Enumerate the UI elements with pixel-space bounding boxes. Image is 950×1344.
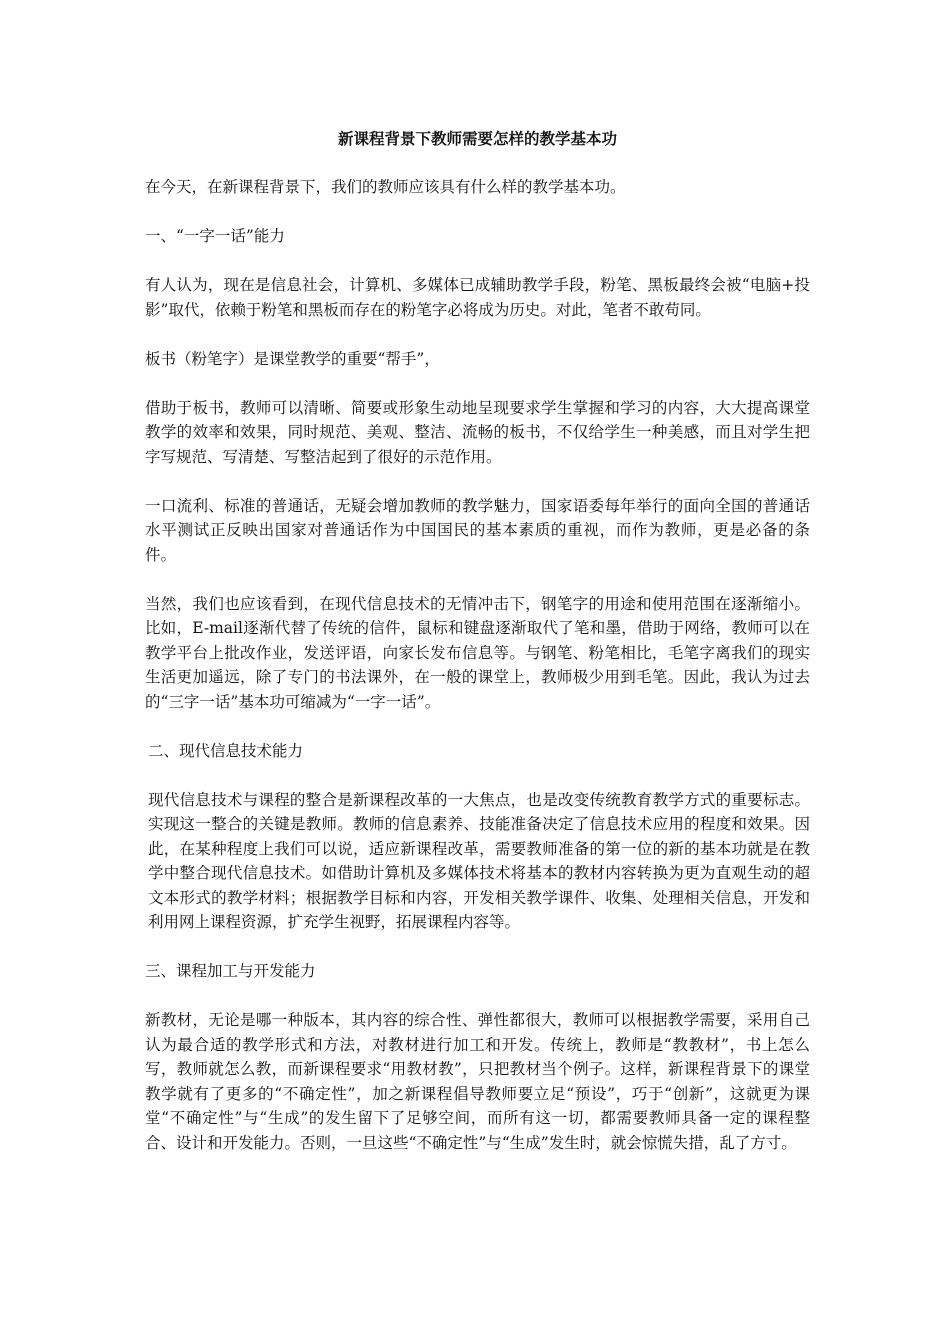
document-title: 新课程背景下教师需要怎样的教学基本功 [337, 129, 617, 148]
section3-heading: 三、课程加工与开发能力 [145, 962, 316, 980]
section1-heading: 一、“一字一话”能力 [145, 227, 285, 245]
section1-paragraph-1: 有人认为，现在是信息社会，计算机、多媒体已成辅助教学手段，粉笔、黑板最终会被“电脑+投影”取代，依赖于粉笔和黑板而存在的粉笔字必将成为历史。对此，笔者不敢苟同。 [145, 276, 810, 319]
section2-heading: 二、现代信息技术能力 [148, 741, 304, 760]
section1-paragraph-3: 借助于板书，教师可以清晰、简要或形象生动地呈现要求学生掌握和学习的内容，大大提高课堂教学的效率和效果，同时规范、美观、整洁、流畅的板书，不仅给学生一种美感，而且对学生把字写规范、写清楚、写整洁起到了很好的示范作用。 [145, 398, 810, 466]
section3-paragraph-1: 新教材，无论是哪一种版本，其内容的综合性、弹性都很大，教师可以根据教学需要，采用自己认为最合适的教学形式和方法，对教材进行加工和开发。传统上，教师是“教教材”，书上怎么写，教师就怎么教，而新课程要求“用教材教”，只把教材当个例子。这样，新课程背景下的课堂教学就有了更多的“不确定性”，加之新课程倡导教师要立足“预设”，巧于“创新”，这就更为课堂“不确定性”与“生成”的发生留下了足够空间，而所有这一切，都需要教师具备一定的课程整合、设计和开发能力。否则，一旦这些“不确定性”与“生成”发生时，就会惊慌失措，乱了方寸。 [145, 1011, 810, 1152]
section2-paragraph-1: 现代信息技术与课程的整合是新课程改革的一大焦点，也是改变传统教育教学方式的重要标志。实现这一整合的关键是教师。教师的信息素养、技能准备决定了信息技术应用的程度和效果。因此，在某种程度上我们可以说，适应新课程改革，需要教师准备的第一位的新的基本功就是在教学中整合现代信息技术。如借助计算机及多媒体技术将基本的教材内容转换为更为直观生动的超文本形式的教学材料；根据教学目标和内容，开发相关教学课件、收集、处理相关信息，开发和利用网上课程资源，扩充学生视野，拓展课程内容等。 [148, 790, 810, 931]
document-body [145, 127, 810, 1180]
section1-paragraph-4: 一口流利、标准的普通话，无疑会增加教师的教学魅力，国家语委每年举行的面向全国的普通话水平测试正反映出国家对普通话作为中国国民的基本素质的重视，而作为教师，更是必备的条件。 [145, 496, 810, 564]
section1-paragraph-5: 当然，我们也应该看到，在现代信息技术的无情冲击下，钢笔字的用途和使用范围在逐渐缩小。比如，E-mail逐渐代替了传统的信件，鼠标和键盘逐渐取代了笔和墨，借助于网络，教师可以在教学平台上批改作业，发送评语，向家长发布信息等。与钢笔、粉笔相比，毛笔字离我们的现实生活更加遥远，除了专门的书法课外，在一般的课堂上，教师极少用到毛笔。因此，我认为过去的“三字一话”基本功可缩减为“一字一话”。 [145, 594, 810, 711]
intro-paragraph: 在今天，在新课程背景下，我们的教师应该具有什么样的教学基本功。 [145, 178, 626, 196]
section1-paragraph-2: 板书（粉笔字）是课堂教学的重要“帮手”， [145, 349, 440, 368]
